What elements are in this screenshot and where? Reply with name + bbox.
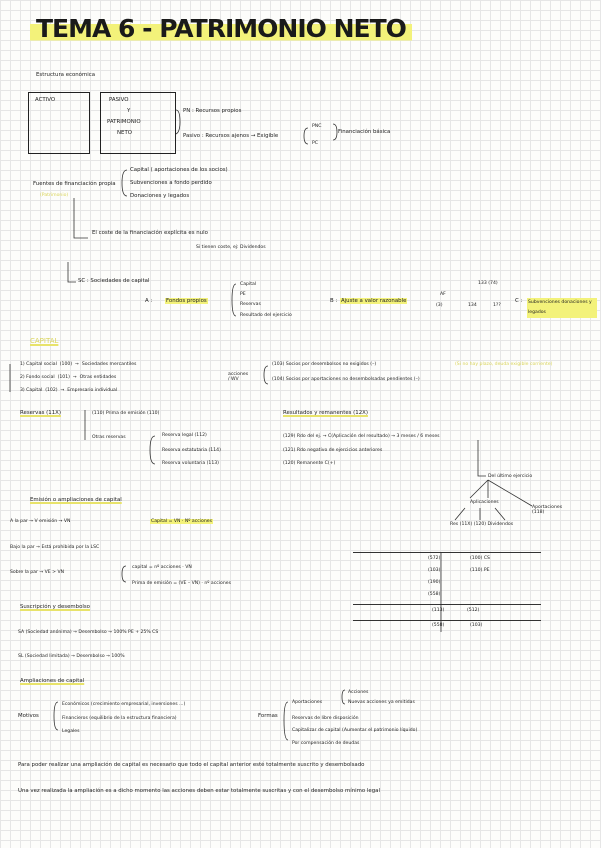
arrow-path [478,440,486,476]
table-cell: (512) [467,608,480,613]
forma-item: Capitalizar de capital (Aumentar el patrimonio líquido) [292,728,418,733]
b-code: 133 (74) [478,281,498,286]
b-code: AF [440,292,446,297]
resultado-item: (120) Remanente C(+) [283,461,336,466]
table-cell: (113) [432,608,445,613]
pc-label: PC [312,141,318,146]
capital-row: 1) Capital social (100) → Sociedades mercantiles [20,362,137,367]
brace [232,284,236,316]
res-codes: Res (11X) (120) Dividendos [450,522,514,527]
a-item: Capital [240,282,257,287]
brace [122,170,127,196]
brace [342,690,345,704]
table-cell: (103) [470,623,483,628]
capital-sub: capital = nº acciones · VN [132,565,192,570]
y-label: Y [127,108,131,114]
table-cell: (558) [428,592,441,597]
coste-line: El coste de la financiación explícita es nulo [92,230,208,236]
deuda-line: (104) Socios por aportaciones no desembolsadas pendientes (–) [272,377,420,382]
table-cell: (190) [428,580,441,585]
brace [54,702,58,730]
motivo-item: Financieros (equilibrio de la estructura financiera) [62,716,177,721]
aplicaciones-label: Aplicaciones [470,500,499,505]
reserva-item: Reserva voluntaria (113) [162,461,219,466]
table-cell: (558) [432,623,445,628]
deudas-note: (Si no hay plazo, deuda exigible corriente) [455,362,553,367]
fondos-propios: Fondos propios [166,298,207,304]
capital-side-label: acciones / WV [228,372,249,382]
pasivo-label: PASIVO [109,97,129,103]
grupo-c-label: C : [515,298,523,304]
fuente-item: Donaciones y legados [130,193,190,199]
motivo-item: Económicos (crecimiento empresarial, inversiones ...) [62,702,186,707]
arrow-path [470,480,532,506]
arrow-path [68,262,76,282]
prima-sub: Prima de emisión = (VE – VN) · nº acciones [132,581,231,586]
suscripcion-heading: Suscripción y desembolso [20,604,90,610]
a-item: Resultado del ejercicio [240,313,292,318]
resultados-heading: Resultados y remanentes (12X) [283,410,368,416]
fuente-item: Subvenciones a fondo perdido [130,180,212,186]
patrimonio-label: PATRIMONIO [107,119,141,125]
deuda-line: (103) Socios por desembolsos no exigidos (–) [272,362,377,367]
subvenciones: Subvenciones donaciones y legados [527,298,597,318]
brace [150,436,155,464]
b-code: (3) [436,303,443,308]
bajo-la-par: Bajo la par → Está prohibida por la LSC [10,545,100,550]
a-la-par: A la par → V emisión → VN [10,519,71,524]
fuentes-label: Fuentes de financiación propia [33,181,116,187]
table-cell: (572) [428,556,441,561]
aportaciones-label: Aportaciones (118) [532,505,563,515]
grupo-a-label: A : [145,298,153,304]
fuentes-sublabel: (Patrimonio) [40,193,69,198]
forma-item: Aportaciones [292,700,323,705]
sl-line: SL (Sociedad limitada) → Desembolso → 100% [18,654,125,659]
a-item: PE [240,292,246,297]
arrow-path [455,508,505,520]
brace [304,128,308,144]
brace [264,366,268,384]
fuente-item: Capital ( aportaciones de los socios) [130,167,228,173]
formas-label: Formas [258,713,278,719]
pasivo-line: Pasivo : Recursos ajenos → Exigible [183,133,279,139]
ampliaciones-heading: Ampliaciones de capital [20,678,85,684]
estructura-heading: Estructura económica [36,72,95,78]
a-item: Reservas [240,302,261,307]
table-cell: (110) PE [470,568,490,573]
grupo-b-label: B : [330,298,338,304]
brace [284,702,288,740]
arrow-path [74,198,88,238]
brace [122,566,126,582]
ajuste-valor: Ajuste a valor razonable [341,298,407,304]
reserva-item: Reserva legal (112) [162,433,207,438]
otras-reservas: Otras reservas [92,435,126,440]
motivo-item: Legales [62,729,80,734]
page-title: TEMA 6 - PATRIMONIO NETO [30,14,412,43]
emision-heading: Emisión o ampliaciones de capital [30,497,122,503]
motivos-label: Motivos [18,713,39,719]
financiacion-basica: Financiación básica [338,129,391,135]
prima-emision: (110) Prima de emisión (110) [92,411,160,416]
sc-line: SC : Sociedades de capital [78,278,150,284]
b-code: 1?? [493,303,501,308]
aportacion-sub: Nuevas acciones ya emitidas [348,700,415,705]
resultado-item: (121) Rdo negativo de ejercicios anteriores [283,448,383,453]
pnc-label: PNC [312,124,322,129]
brace [333,124,337,140]
brace [176,110,180,134]
activo-label: ACTIVO [35,97,56,103]
reservas-heading: Reservas (11X) [20,410,61,416]
capital-formula: Capital = VN · Nº acciones [151,519,212,524]
footer-line: Para poder realizar una ampliación de capital es necesario que todo el capital anterior esté totalmente suscrito y desembolsado [18,762,365,768]
forma-item: Por compensación de deudas [292,741,360,746]
sa-line: SA (Sociedad anónima) → Desembolso → 100% PE + 25% CS [18,630,159,635]
del-ultimo: Del último ejercicio [488,474,533,479]
coste-sub: Si tienen coste, ej: Dividendos [196,245,266,250]
sobre-la-par: Sobre la par → VE > VN [10,570,65,575]
resultado-item: (129) Rdo del ej. → C(Aplicación del resultado) → 3 meses / 6 meses [283,434,440,439]
capital-row: 3) Capital (102) → Empresario individual [20,388,118,393]
footer-line: Una vez realizada la ampliación es a dicho momento las acciones deben estar totalmente suscritas y con el desembolso mínimo legal [18,788,380,794]
b-code: 134 [468,303,477,308]
table-cell: (100) CS [470,556,490,561]
pn-line: PN : Recursos propios [183,108,242,114]
forma-item: Reservas de libre disposición [292,716,359,721]
reserva-item: Reserva estatutaria (114) [162,448,221,453]
neto-label: NETO [117,130,132,136]
aportacion-sub: Acciones [348,690,369,695]
capital-row: 2) Fondo social (101) → Otras entidades [20,375,117,380]
capital-heading: CAPITAL [30,337,59,345]
table-cell: (103) [428,568,441,573]
